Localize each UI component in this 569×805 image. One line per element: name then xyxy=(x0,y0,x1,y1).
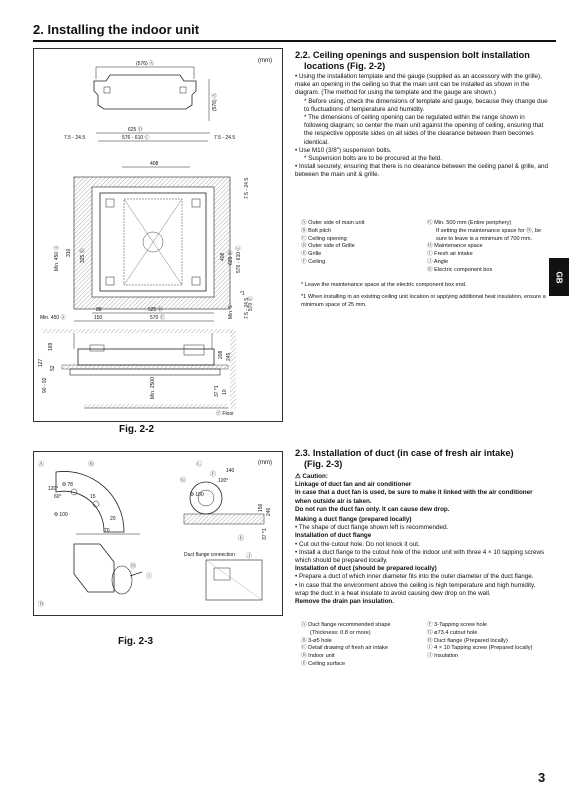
fig23-label-b: Ⓑ xyxy=(88,462,95,468)
fig22-d75a: 7.5 - 24.5 xyxy=(64,135,86,141)
warning-icon: ⚠ xyxy=(295,473,301,480)
fig23-label-e: Ⓔ xyxy=(238,536,245,542)
s22-legend-right-item: Ⓙ Angle xyxy=(427,258,449,265)
s23-legend-right-item: Ⓖ ø73.4 cutout hole xyxy=(427,629,478,636)
fig23-d156: 156 xyxy=(258,503,264,512)
fig23-unit: (mm) xyxy=(258,460,272,466)
fig22-d90-92: 90 - 92 xyxy=(42,377,48,393)
fig23-d100b: Φ 100 xyxy=(190,492,204,498)
fig23-label-d: Ⓓ xyxy=(38,602,45,608)
fig23-label-f: Ⓕ xyxy=(210,472,217,478)
s23-c2: In case that a duct fan is used, be sure to make it linked with the air conditioner when outside air is taken. xyxy=(295,489,533,505)
fig22-caption: Fig. 2-2 xyxy=(119,424,155,435)
fig22-d127: 127 xyxy=(38,358,44,367)
language-tab-label: GB xyxy=(554,271,564,283)
s23-legend-left-item: Ⓐ Duct flange recommended shape xyxy=(301,622,391,628)
fig23-d140: 140 xyxy=(226,468,235,474)
s23-h2: Installation of duct flange xyxy=(295,532,372,540)
fig22-d576-610: 576 - 610 Ⓒ xyxy=(122,135,150,141)
s22-p4: • Use M10 (3/8") suspension bolts. xyxy=(295,146,392,154)
s23-legend-right-item: Ⓗ Duct flange (Prepared locally) xyxy=(427,637,508,644)
fig23-label-i: Ⓘ xyxy=(146,574,153,580)
s22-note1: * Leave the maintenance space at the electric component box end. xyxy=(301,282,467,288)
fig22-d625: 625 Ⓓ xyxy=(128,127,143,133)
s23-legend-left xyxy=(301,622,391,669)
s23-b4: • Prepare a duct of which inner diameter fits into the outer diameter of the duct flange. xyxy=(295,573,534,581)
fig22-d570a: 570 Ⓔ xyxy=(248,296,254,311)
s23-caution-label: Caution: xyxy=(302,473,328,480)
s22-p3: * The dimensions of ceiling opening can be regulated within the range shown in following diagram; so center the main unit against the opening of ceiling, ensuring that the respective opposite sides on all sides of the clearance between them becomes identical. xyxy=(304,114,544,146)
header-rule xyxy=(33,40,556,42)
s23-b2: • Cut out the cutout hole. Do not knock it out. xyxy=(295,540,420,548)
s22-legend-left-item: Ⓐ Outer side of main unit xyxy=(301,220,365,226)
fig22-d525: 525 Ⓑ xyxy=(148,307,163,313)
fig22-d208: 208 xyxy=(218,350,224,359)
s23-c1: Linkage of duct fan and air conditioner xyxy=(295,481,412,489)
fig22-d75d: 7.5 - 24.5 xyxy=(244,297,250,319)
s22-p1: • Using the installation template and the gauge (supplied as an accessory with the grille), make an opening in the ceiling so that the main unit can be installed as shown in the diagram. (The method for using the template and the gauge are shown.) xyxy=(295,73,542,97)
s22-legend-right-item: If setting the maintenance space for Ⓗ, be xyxy=(436,227,542,234)
s23-legend-right-item: Ⓘ 4 × 10 Tapping screw (Prepared locally) xyxy=(427,645,533,652)
s23-legend-left-item: Ⓔ Ceiling surface xyxy=(301,660,346,667)
s23-legend-right xyxy=(427,622,532,661)
s23-h1: Making a duct flange (prepared locally) xyxy=(295,516,412,524)
s22-p6: • Install securely, ensuring that there is no clearance between the ceiling panel & grille, and between the main unit & grille. xyxy=(295,163,549,179)
s22-legend-right-item: Ⓚ Electric component box xyxy=(427,266,493,273)
fig23-d78: Φ 78 xyxy=(62,482,73,488)
s23-legend-right-item: Ⓕ 3-Tapping screw hole xyxy=(427,622,488,628)
fig23-caption: Fig. 2-3 xyxy=(118,636,154,647)
fig22-dmin450a: Min. 450 Ⓐ xyxy=(54,245,60,271)
fig22-d576c: 576 - 610 Ⓒ xyxy=(236,245,242,273)
s22-legend-left-item: Ⓒ Ceiling opening xyxy=(301,235,347,242)
fig23-d20: 20 xyxy=(110,516,116,522)
fig22-d1: *1 xyxy=(240,291,245,297)
fig22-d576a: (576) Ⓐ xyxy=(136,61,155,67)
figure-2-3-drawing xyxy=(34,452,282,615)
fig22-d37a: 37 *1 xyxy=(214,385,220,397)
s22-legend-left-item: Ⓑ Bolt pitch xyxy=(301,227,332,234)
fig23-a120: 120° xyxy=(48,486,59,492)
s23-b3: • Install a duct flange to the cutout hole of the indoor unit with three 4 × 10 tapping screws which should be prepared locally. xyxy=(295,548,545,565)
s22-p2: * Before using, check the dimensions of template and gauge, because they change due to fluctuations of temperature and humidity. xyxy=(304,97,548,113)
s23-b1: • The shape of duct flange shown left is recommended. xyxy=(295,524,449,532)
fig22-d150: 150 xyxy=(94,315,103,321)
s22-body xyxy=(295,73,549,180)
s22-legend-right-item: sure to leave is a minimum of 700 mm. xyxy=(436,235,533,242)
section-title: 2. Installing the indoor unit xyxy=(33,22,200,37)
s23-legend-right-item: Ⓙ Insulation xyxy=(427,653,459,660)
fig22-d10: 10 xyxy=(222,389,228,395)
fig22-d75b: 7.5 - 24.5 xyxy=(214,135,236,141)
fig22-d52: 52 xyxy=(50,365,56,371)
fig23-d100a: Φ 100 xyxy=(54,512,68,518)
figure-2-2 xyxy=(33,48,283,422)
fig23-d15: 15 xyxy=(90,494,96,500)
fig23-a60: 60° xyxy=(54,494,62,500)
s23-caution xyxy=(295,473,549,481)
s22-legend-left-item: Ⓓ Outer side of Grille xyxy=(301,243,355,250)
fig23-label-g: Ⓖ xyxy=(180,478,187,484)
fig22-d576b: (576) Ⓐ xyxy=(212,92,218,111)
s22-title-line2: locations (Fig. 2-2) xyxy=(304,61,386,71)
fig22-d408a: 408 xyxy=(150,161,159,167)
fig22-d408b: 408 xyxy=(220,252,226,261)
s23-legend-left-item: Ⓒ Detail drawing of fresh air intake xyxy=(301,645,389,652)
fig22-unit: (mm) xyxy=(258,58,272,64)
s22-title-line1: 2.2. Ceiling openings and suspension bolt installation xyxy=(295,50,530,60)
fig22-dmin2500: Min. 2500 xyxy=(150,377,156,399)
s22-legend-right-item: Ⓘ Fresh air intake xyxy=(427,251,473,258)
fig22-dmin5: Min. 5 xyxy=(228,305,234,319)
s23-b5: • In case that the environment above the ceiling is high temperature and high humidity, wrap the duct in a heat insulate to avoid causing dew drop on the wall. xyxy=(295,581,536,597)
s22-legend-right xyxy=(427,220,541,275)
fig23-d70: 70 xyxy=(104,528,110,534)
s22-title xyxy=(295,50,550,72)
fig22-d625b: 625 Ⓓ xyxy=(228,250,234,265)
fig22-d310: 310 xyxy=(66,248,72,257)
s23-title-line2: (Fig. 2-3) xyxy=(304,459,343,469)
s23-h4: Remove the drain pan insulation. xyxy=(295,598,395,606)
s23-title-line1: 2.3. Installation of duct (in case of fresh air intake) xyxy=(295,448,514,458)
fig22-d325a: 325 Ⓑ xyxy=(80,248,86,263)
fig22-d245: 245 xyxy=(226,352,232,361)
page-number: 3 xyxy=(538,770,546,785)
fig22-dmin450b: Min. 450 Ⓐ xyxy=(40,315,66,321)
s23-legend-left-item: Ⓓ Indoor unit xyxy=(301,653,335,660)
fig23-a120b: 120° xyxy=(218,478,229,484)
fig22-d570b: 570 Ⓔ xyxy=(150,315,165,321)
fig22-d88: 88 xyxy=(96,307,102,313)
language-tab xyxy=(549,258,569,296)
s23-title xyxy=(295,448,550,470)
s23-legend-left-item: (Thickness: 0.8 or more) xyxy=(310,629,371,636)
fig23-label-h: Ⓗ xyxy=(130,564,137,570)
s23-h3: Installation of duct (should be prepared locally) xyxy=(295,565,437,573)
s23-c3: Do not run the duct fan only. It can cause dew drop. xyxy=(295,505,450,513)
s22-notes xyxy=(301,282,546,309)
s22-legend-left-item: Ⓔ Grille xyxy=(301,251,322,258)
fig22-d169: 169 xyxy=(48,342,54,351)
fig22-floor: Ⓕ Floor xyxy=(216,411,234,417)
s22-legend-right-item: Ⓖ Min. 500 mm (Entire periphery) xyxy=(427,220,512,226)
figure-2-2-drawing xyxy=(34,49,282,421)
fig22-d75c: 7.5 - 24.5 xyxy=(244,177,250,199)
fig23-label-j: Ⓙ xyxy=(246,554,253,560)
fig23-d37: 37 *1 xyxy=(262,528,268,540)
s22-p5: * Suspension bolts are to be procured at the field. xyxy=(304,155,442,163)
s23-legend-left-item: Ⓑ 3-ø5 hole xyxy=(301,637,332,644)
s22-legend-left-item: Ⓕ Ceiling xyxy=(301,258,326,265)
s22-legend-left xyxy=(301,220,364,267)
s23-body xyxy=(295,473,549,606)
fig23-label-a: Ⓐ xyxy=(38,462,45,468)
fig23-label-c: Ⓒ xyxy=(196,462,203,468)
figure-2-3 xyxy=(33,451,283,616)
s22-legend-right-item: Ⓗ Maintenance space xyxy=(427,243,483,250)
fig23-flange-conn: Duct flange connection xyxy=(184,552,235,558)
s22-note2: *1 When installing in an existing ceiling unit location or applying additional heat insulation, ensure a minimum space of 25 mm. xyxy=(301,293,546,308)
fig23-d246: 246 xyxy=(266,507,272,516)
